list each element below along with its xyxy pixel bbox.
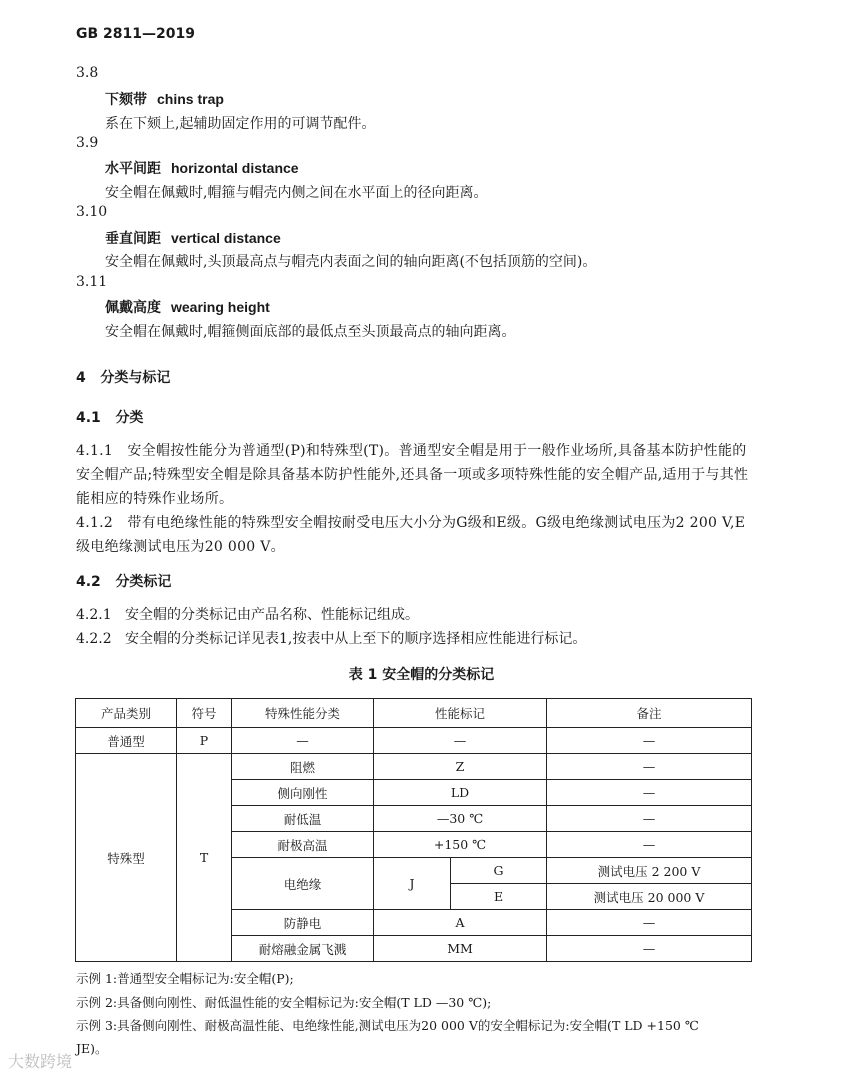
- section-title: 分类与标记: [100, 370, 171, 386]
- table-cell: 耐熔融金属飞溅: [232, 936, 374, 962]
- section-title: 分类: [115, 410, 144, 426]
- table-cell: 耐极高温: [232, 832, 374, 858]
- clause-number: 4.2.2: [76, 631, 112, 647]
- example-text: 示例 3:具备侧向刚性、耐极高温性能、电绝缘性能,测试电压为20 000 V的安全帽标记为:安全帽(T LD +150 ℃: [76, 1018, 699, 1033]
- table-cell: —: [547, 728, 752, 754]
- table-cell: 耐低温: [232, 806, 374, 832]
- clause-text: 安全帽的分类标记由产品名称、性能标记组成。: [124, 607, 419, 623]
- section-number: 4.2: [76, 574, 101, 590]
- term-title: [105, 89, 224, 109]
- term-title: [105, 297, 270, 317]
- clause-4-1-2: [76, 511, 756, 559]
- subsection-heading: [76, 407, 143, 427]
- clause-number: 4.1.1: [76, 443, 114, 459]
- table-row: [76, 754, 752, 780]
- table-cell: E: [451, 884, 547, 910]
- clause-text: 安全帽按性能分为普通型(P)和特殊型(T)。普通型安全帽是用于一般作业场所,具备基本防护性能的安全帽产品;特殊型安全帽是除具备基本防护性能外,还具备一项或多项特殊性能的安全帽产品,适用于与其性能相应的特殊作业场所。: [76, 443, 749, 507]
- table-cell: 电绝缘: [232, 858, 374, 910]
- table-cell: 测试电压 20 000 V: [547, 884, 752, 910]
- term-definition: 系在下颏上,起辅助固定作用的可调节配件。: [105, 116, 376, 132]
- table-header-cell: 特殊性能分类: [232, 699, 374, 728]
- table-cell: P: [177, 728, 232, 754]
- table-cell: —: [547, 754, 752, 780]
- table-cell: —: [547, 832, 752, 858]
- table-cell: T: [177, 754, 232, 962]
- table-cell: A: [374, 910, 547, 936]
- subsection-heading: [76, 571, 171, 591]
- clause-number: 4.2.1: [76, 607, 112, 623]
- term-en: chins trap: [157, 91, 224, 107]
- table-cell: 特殊型: [76, 754, 177, 962]
- table-cell: —: [547, 806, 752, 832]
- term-definition: 安全帽在佩戴时,头顶最高点与帽壳内表面之间的轴向距离(不包括顶筋的空间)。: [105, 254, 597, 270]
- section-title: 分类标记: [115, 574, 172, 590]
- term-cn: 水平间距: [105, 161, 161, 177]
- example-text: 示例 2:具备侧向刚性、耐低温性能的安全帽标记为:安全帽(T LD —30 ℃);: [76, 995, 492, 1010]
- table-cell: —: [547, 910, 752, 936]
- table-cell: MM: [374, 936, 547, 962]
- clause-text: 安全帽的分类标记详见表1,按表中从上至下的顺序选择相应性能进行标记。: [124, 631, 587, 647]
- term-number: 3.10: [76, 204, 108, 220]
- term-number: 3.11: [76, 274, 108, 290]
- section-heading: [76, 367, 170, 387]
- section-number: 4.1: [76, 410, 101, 426]
- term-number: 3.9: [76, 135, 99, 151]
- table-caption: 表 1 安全帽的分类标记: [348, 667, 495, 683]
- term-title: [105, 158, 299, 178]
- term-number: 3.8: [76, 65, 99, 81]
- clause-4-1-1: [76, 439, 756, 511]
- table-cell: —: [374, 728, 547, 754]
- table-row: [76, 728, 752, 754]
- term-en: wearing height: [171, 299, 270, 315]
- term-definition: 安全帽在佩戴时,帽箍侧面底部的最低点至头顶最高点的轴向距离。: [105, 324, 516, 340]
- term-en: horizontal distance: [171, 160, 299, 176]
- table-cell: —: [547, 936, 752, 962]
- clause-text: 带有电绝缘性能的特殊型安全帽按耐受电压大小分为G级和E级。G级电绝缘测试电压为2 200 V,E级电绝缘测试电压为20 000 V。: [76, 515, 746, 555]
- classification-table: [75, 698, 752, 962]
- table-cell: 阻燃: [232, 754, 374, 780]
- term-title: [105, 228, 281, 248]
- term-en: vertical distance: [171, 230, 281, 246]
- table-header-cell: 产品类别: [76, 699, 177, 728]
- clause-4-2-1: [76, 604, 419, 624]
- term-cn: 垂直间距: [105, 231, 161, 247]
- term-definition: 安全帽在佩戴时,帽箍与帽壳内侧之间在水平面上的径向距离。: [105, 185, 488, 201]
- section-number: 4: [76, 370, 86, 386]
- table-cell: —: [547, 780, 752, 806]
- table-header-cell: 备注: [547, 699, 752, 728]
- table-header-cell: 符号: [177, 699, 232, 728]
- table-cell: 普通型: [76, 728, 177, 754]
- table-cell: Z: [374, 754, 547, 780]
- table-cell: 测试电压 2 200 V: [547, 858, 752, 884]
- table-cell: —: [232, 728, 374, 754]
- term-cn: 下颏带: [105, 92, 147, 108]
- standard-code: GB 2811—2019: [76, 26, 195, 42]
- term-cn: 佩戴高度: [105, 300, 161, 316]
- example-text: 示例 1:普通型安全帽标记为:安全帽(P);: [76, 971, 294, 986]
- watermark: 大数跨境: [8, 1052, 73, 1071]
- table-header-cell: 性能标记: [374, 699, 547, 728]
- table-cell: 防静电: [232, 910, 374, 936]
- example-text: JE)。: [76, 1041, 108, 1056]
- clause-number: 4.1.2: [76, 515, 114, 531]
- table-cell: G: [451, 858, 547, 884]
- table-cell: J: [374, 858, 451, 910]
- table-cell: LD: [374, 780, 547, 806]
- table-cell: 侧向刚性: [232, 780, 374, 806]
- clause-4-2-2: [76, 628, 586, 648]
- table-cell: +150 ℃: [374, 832, 547, 858]
- table-header-row: [76, 699, 752, 728]
- table-cell: —30 ℃: [374, 806, 547, 832]
